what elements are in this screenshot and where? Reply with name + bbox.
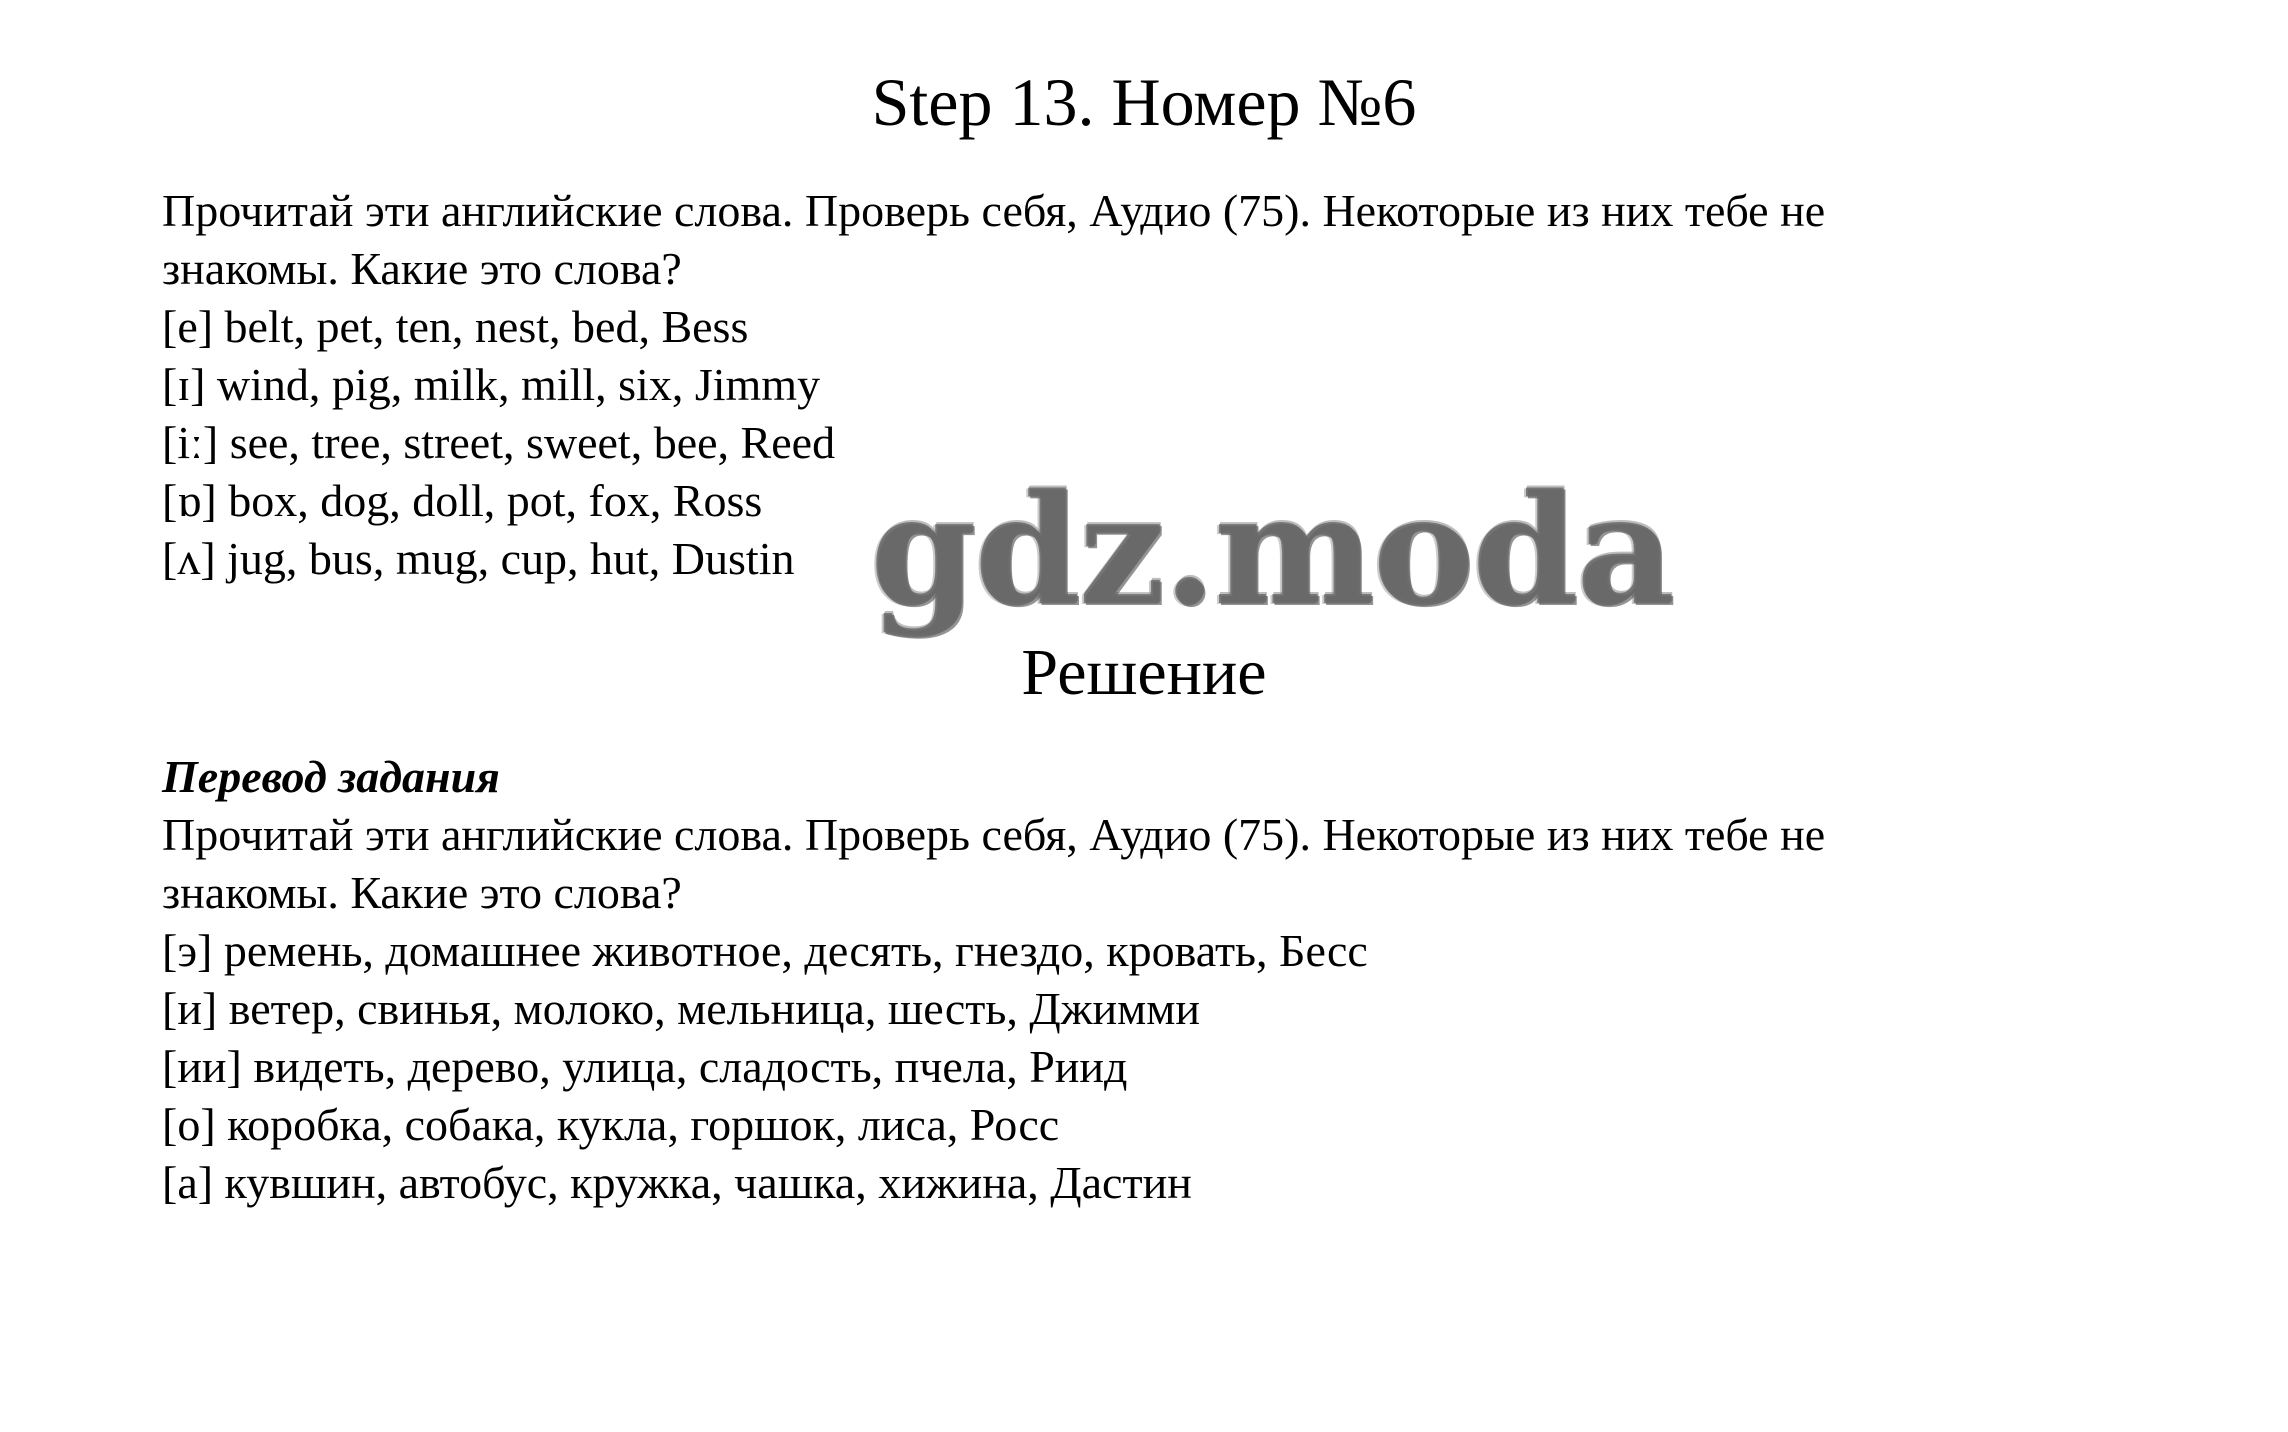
word-row-e: [e] belt, pet, ten, nest, bed, Bess <box>162 301 749 352</box>
task-instruction-line-2: знакомы. Какие это слова? <box>162 243 682 294</box>
translation-block <box>162 748 2162 1212</box>
word-row-o: [ɒ] box, dog, doll, pot, fox, Ross <box>162 475 763 526</box>
translation-instruction-line-1: Прочитай эти английские слова. Проверь себя, Аудио (75). Некоторые из них тебе не <box>162 809 1826 860</box>
translation-row-o: [о] коробка, собака, кукла, горшок, лиса, Росс <box>162 1099 1060 1150</box>
translation-row-long-i: [ии] видеть, дерево, улица, сладость, пчела, Риид <box>162 1041 1128 1092</box>
translation-row-short-i: [и] ветер, свинья, молоко, мельница, шесть, Джимми <box>162 983 1200 1034</box>
translation-instruction-line-2: знакомы. Какие это слова? <box>162 867 682 918</box>
task-block <box>162 182 2162 588</box>
translation-row-u: [а] кувшин, автобус, кружка, чашка, хижина, Дастин <box>162 1157 1192 1208</box>
page-title: Step 13. Номер №6 <box>871 64 1417 140</box>
watermark-logo: gdz.moda <box>870 460 1673 639</box>
translation-row-e: [э] ремень, домашнее животное, десять, гнездо, кровать, Бесс <box>162 925 1368 976</box>
word-row-short-i: [ɪ] wind, pig, milk, mill, six, Jimmy <box>162 359 821 410</box>
translation-label: Перевод задания <box>162 751 500 802</box>
word-row-long-i: [iː] see, tree, street, sweet, bee, Reed <box>162 417 836 468</box>
task-instruction-line-1: Прочитай эти английские слова. Проверь себя, Аудио (75). Некоторые из них тебе не <box>162 185 1826 236</box>
word-row-u: [ʌ] jug, bus, mug, cup, hut, Dustin <box>162 533 795 584</box>
solution-heading: Решение <box>1021 636 1267 709</box>
